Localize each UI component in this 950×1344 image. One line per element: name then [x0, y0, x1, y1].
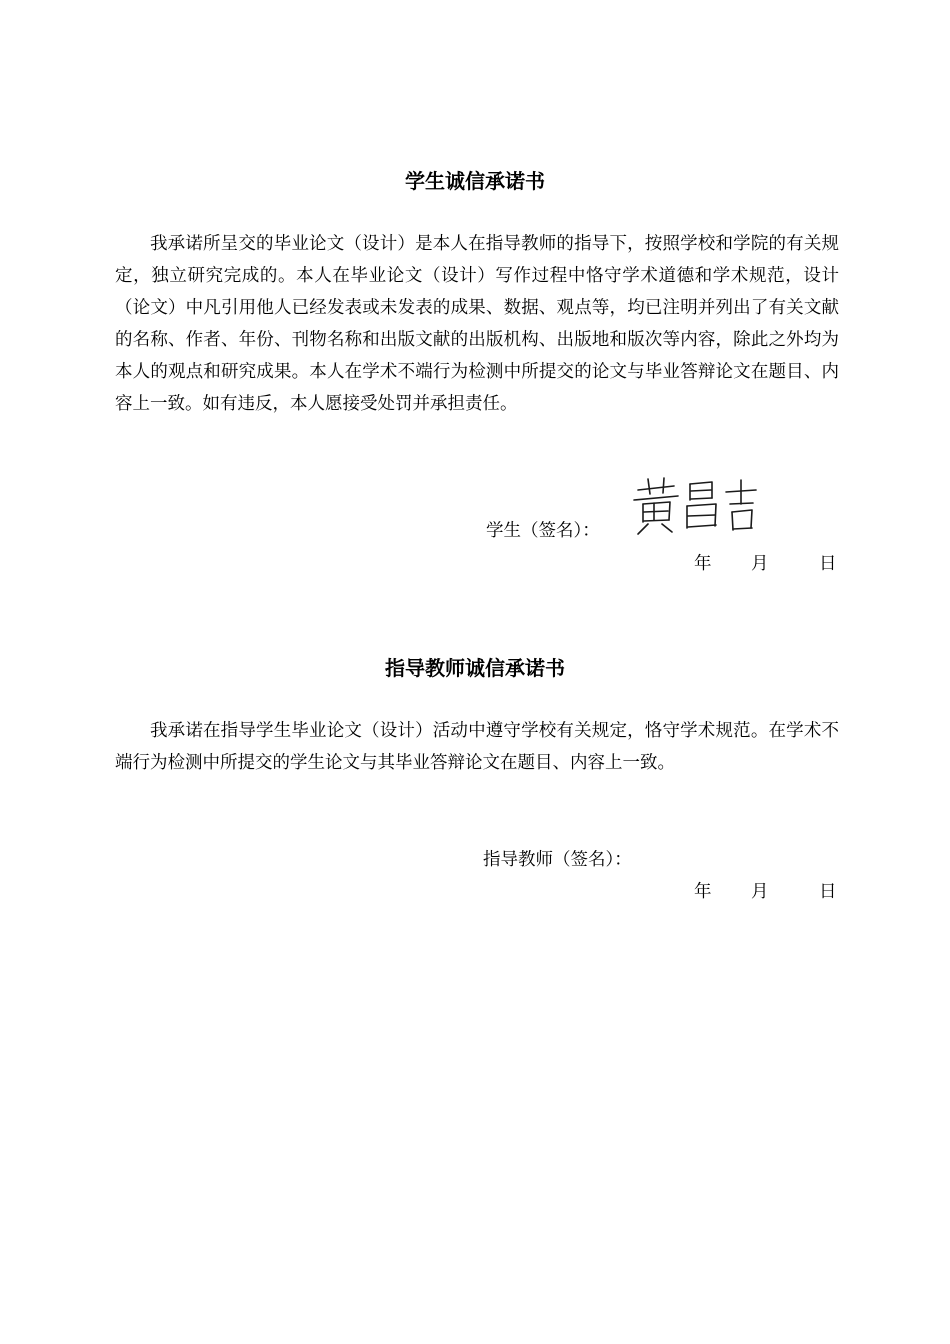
student-date-month: 月	[751, 554, 769, 574]
student-handwritten-signature	[632, 476, 762, 538]
teacher-pledge-title: 指导教师诚信承诺书	[385, 656, 565, 680]
teacher-signature-label: 指导教师（签名）：	[483, 850, 632, 870]
teacher-date-year: 年	[694, 882, 712, 902]
student-date-day: 日	[819, 554, 837, 574]
student-date-year: 年	[694, 554, 712, 574]
teacher-date-month: 月	[751, 882, 769, 902]
student-pledge-title: 学生诚信承诺书	[405, 169, 545, 193]
teacher-pledge-body: 我承诺在指导学生毕业论文（设计）活动中遵守学校有关规定，恪守学术规范。在学术不端行为检测中所提交的学生论文与其毕业答辩论文在题目、内容上一致。	[115, 721, 839, 773]
student-signature-label: 学生（签名）：	[486, 521, 600, 541]
teacher-date-day: 日	[819, 882, 837, 902]
student-pledge-body: 我承诺所呈交的毕业论文（设计）是本人在指导教师的指导下，按照学校和学院的有关规定，独立研究完成的。本人在毕业论文（设计）写作过程中恪守学术道德和学术规范，设计（论文）中凡引用他人已经发表或未发表的成果、数据、观点等，均已注明并列出了有关文献的名称、作者、年份、刊物名称和出版文献的出版机构、出版地和版次等内容，除此之外均为本人的观点和研究成果。本人在学术不端行为检测中所提交的论文与毕业答辩论文在题目、内容上一致。如有违反，本人愿接受处罚并承担责任。	[115, 234, 839, 414]
